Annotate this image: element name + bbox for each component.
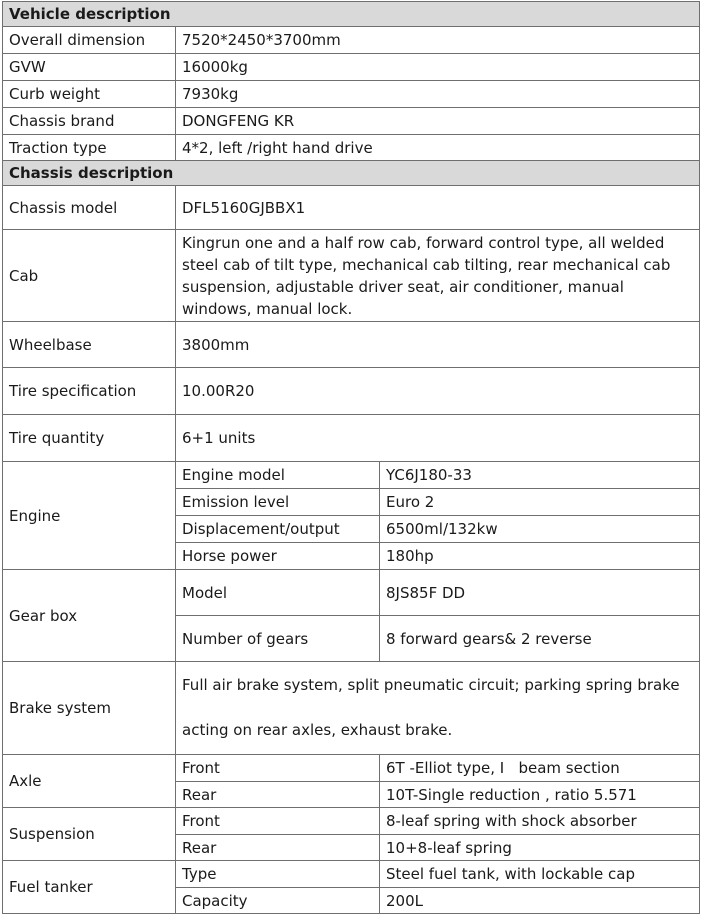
row-label: Curb weight bbox=[3, 81, 176, 108]
row-value: 4*2, left /right hand drive bbox=[176, 135, 700, 161]
row-label: Cab bbox=[3, 230, 176, 322]
sub-value: 8 forward gears& 2 reverse bbox=[380, 616, 700, 662]
sub-label: Number of gears bbox=[176, 616, 380, 662]
row-value: Kingrun one and a half row cab, forward control type, all welded steel cab of tilt type, mechanical cab tilting, rear mechanical cab suspension, adjustable driver seat, air conditioner, manual windows, manual lock. bbox=[176, 230, 700, 322]
group-label-gearbox: Gear box bbox=[3, 570, 176, 662]
row-label: Wheelbase bbox=[3, 322, 176, 368]
row-value: 10.00R20 bbox=[176, 368, 700, 415]
sub-value: 200L bbox=[380, 888, 700, 914]
row-value: 6+1 units bbox=[176, 415, 700, 462]
table-row bbox=[3, 322, 700, 368]
table-row bbox=[3, 54, 700, 81]
table-row bbox=[3, 27, 700, 54]
sub-label: Front bbox=[176, 808, 380, 835]
row-label: Chassis brand bbox=[3, 108, 176, 135]
section-header-row bbox=[3, 2, 700, 27]
group-label-suspension: Suspension bbox=[3, 808, 176, 861]
sub-label: Horse power bbox=[176, 543, 380, 570]
table-row bbox=[3, 808, 700, 835]
table-row bbox=[3, 186, 700, 230]
row-label: Overall dimension bbox=[3, 27, 176, 54]
sub-label: Emission level bbox=[176, 489, 380, 516]
sub-value: Steel fuel tank, with lockable cap bbox=[380, 861, 700, 888]
table-row bbox=[3, 462, 700, 489]
sub-value: 6T -Elliot type, I beam section bbox=[380, 755, 700, 782]
table-row bbox=[3, 81, 700, 108]
sub-value: 8-leaf spring with shock absorber bbox=[380, 808, 700, 835]
sub-label: Capacity bbox=[176, 888, 380, 914]
row-label: GVW bbox=[3, 54, 176, 81]
sub-label: Displacement/output bbox=[176, 516, 380, 543]
row-value: DFL5160GJBBX1 bbox=[176, 186, 700, 230]
table-row bbox=[3, 570, 700, 616]
sub-value: 180hp bbox=[380, 543, 700, 570]
sub-label: Engine model bbox=[176, 462, 380, 489]
row-label: Traction type bbox=[3, 135, 176, 161]
sub-value: 8JS85F DD bbox=[380, 570, 700, 616]
sub-value: 10T-Single reduction , ratio 5.571 bbox=[380, 782, 700, 808]
row-value: 7930kg bbox=[176, 81, 700, 108]
sub-label: Rear bbox=[176, 782, 380, 808]
table-row bbox=[3, 415, 700, 462]
table-row bbox=[3, 662, 700, 755]
row-label: Brake system bbox=[3, 662, 176, 755]
sub-label: Front bbox=[176, 755, 380, 782]
row-value: Full air brake system, split pneumatic circuit; parking spring brake acting on rear axles, exhaust brake. bbox=[176, 662, 700, 755]
table-row bbox=[3, 755, 700, 782]
sub-value: YC6J180-33 bbox=[380, 462, 700, 489]
table-row bbox=[3, 108, 700, 135]
sub-label: Model bbox=[176, 570, 380, 616]
table-row bbox=[3, 861, 700, 888]
row-label: Chassis model bbox=[3, 186, 176, 230]
table-row bbox=[3, 230, 700, 322]
row-value: 16000kg bbox=[176, 54, 700, 81]
table-row bbox=[3, 135, 700, 161]
vehicle-description-heading: Vehicle description bbox=[3, 2, 700, 27]
group-label-engine: Engine bbox=[3, 462, 176, 570]
row-label: Tire specification bbox=[3, 368, 176, 415]
group-label-axle: Axle bbox=[3, 755, 176, 808]
table-row bbox=[3, 368, 700, 415]
sub-value: 6500ml/132kw bbox=[380, 516, 700, 543]
sub-value: Euro 2 bbox=[380, 489, 700, 516]
section-header-row bbox=[3, 161, 700, 186]
row-value: 7520*2450*3700mm bbox=[176, 27, 700, 54]
sub-label: Rear bbox=[176, 835, 380, 861]
row-value: 3800mm bbox=[176, 322, 700, 368]
sub-value: 10+8-leaf spring bbox=[380, 835, 700, 861]
row-label: Tire quantity bbox=[3, 415, 176, 462]
chassis-description-heading: Chassis description bbox=[3, 161, 700, 186]
spec-table bbox=[2, 1, 700, 914]
sub-label: Type bbox=[176, 861, 380, 888]
group-label-fuel-tanker: Fuel tanker bbox=[3, 861, 176, 914]
row-value: DONGFENG KR bbox=[176, 108, 700, 135]
